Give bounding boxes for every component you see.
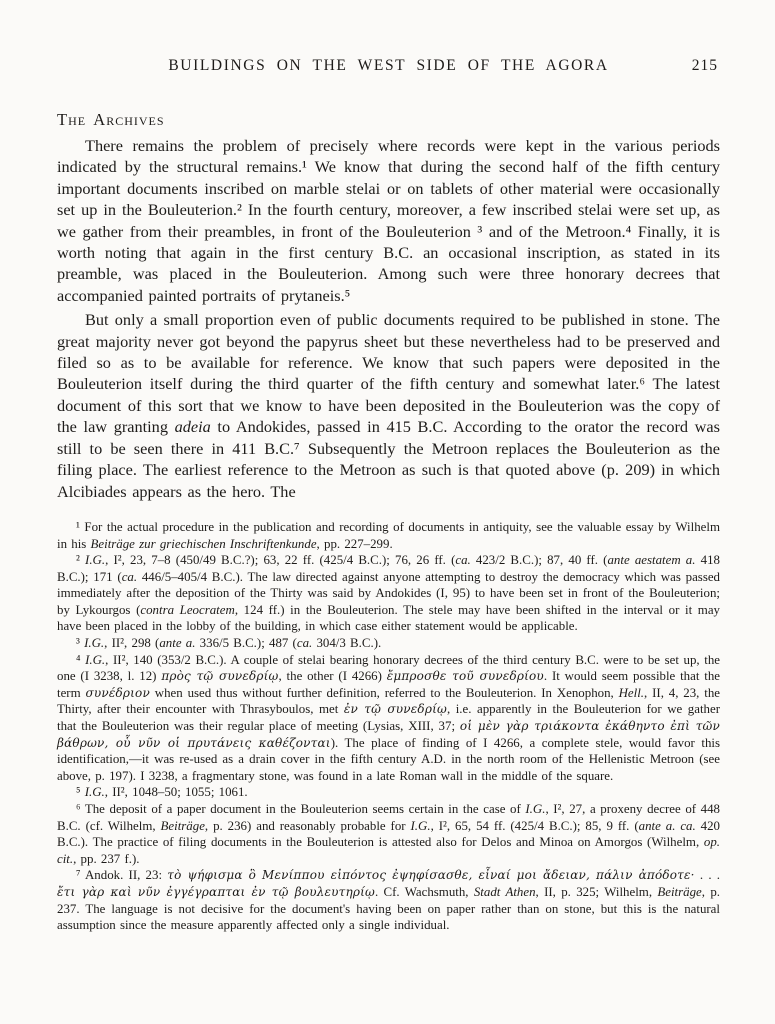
- body-text: [57, 135, 720, 502]
- footnote-3: ³ I.G., II², 298 (ante a. 336/5 B.C.); 487 (ca. 304/3 B.C.).: [76, 636, 382, 651]
- page-number: 215: [691, 57, 718, 74]
- paragraph: There remains the problem of precisely where records were kept in the various periods indicated by the structural remains.¹ We know that during the second half of the fifth century important documents inscribed on marble stelai or on tablets of other material were occasionally set up in the Bouleuterion.² In the fourth century, moreover, a few inscribed stelai were set up, as we gather from their preambles, in front of the Bouleuterion ³ and of the Metroon.⁴ Finally, it is worth noting that again in the first century B.C. an occasional inscription, as stated in its preamble, was placed in the Bouleuterion. Among such were three honorary decrees that accompanied painted portraits of prytaneis.⁵: [57, 136, 720, 305]
- footnote-4: ⁴ I.G., II², 140 (353/2 B.C.). A couple of stelai bearing honorary decrees of the third century B.C. were to be set up, the one (I 3238, l. 12) πρὸς τῷ συνεδρίῳ, the other (I 4266) ἔμπροσθε τοῦ συνεδρίου. It would seem possible that the term συνέδριον when used thus without further definition, referred to the Bouleuterion. In Xenophon, Hell., II, 4, 23, the Thirty, after their encounter with Thrasyboulos, met ἐν τῷ συνεδρίῳ, i.e. apparently in the Bouleuterion for we gather that the Bouleuterion was their regular place of meeting (Lysias, XIII, 37; οἱ μὲν γὰρ τριάκοντα ἐκάθηντο ἐπὶ τῶν βάθρων, οὗ νῦν οἱ πρυτάνεις καθέζονται). The place of finding of I 4266, a complete stele, would favor this identification,—it was re-used as a drain cover in the fifth century A.D. in the north room of the Hellenistic Metroon (see above, p. 197). I 3238, a fragmentary stone, was found in a late Roman wall in the middle of the square.: [57, 652, 720, 783]
- footnote-6: ⁶ The deposit of a paper document in the Bouleuterion seems certain in the case of I.G., I², 27, a proxeny decree of 448 B.C. (cf. Wilhelm, Beiträge, p. 236) and reasonably probable for I.G., I², 65, 54 ff. (425/4 B.C.); 85, 9 ff. (ante a. ca. 420 B.C.). The practice of filing documents in the Bouleuterion is attested also for Delos and Minoa on Amorgos (Wilhelm, op. cit., pp. 237 f.).: [57, 802, 720, 866]
- footnote-2: ² I.G., I², 23, 7–8 (450/49 B.C.?); 63, 22 ff. (425/4 B.C.); 76, 26 ff. (ca. 423/2 B.C.); 87, 40 ff. (ante aestatem a. 418 B.C.); 171 (ca. 446/5–405/4 B.C.). The law directed against anyone attempting to destroy the democracy which was passed immediately after the deposition of the Thirty was said by Andokides (I, 95) to have been set in front of the Bouleuterion; by Lykourgos (contra Leocratem, 124 ff.) in the Bouleuterion. The stele may have been shifted in the interval or it may have been placed in the lobby of the building, in which case either statement would be applicable.: [57, 553, 720, 634]
- footnote-1: ¹ For the actual procedure in the publication and recording of documents in antiquity, see the valuable essay by Wilhelm in his Beiträge zur griechischen Inschriftenkunde, pp. 227–299.: [57, 519, 720, 551]
- running-title: BUILDINGS ON THE WEST SIDE OF THE AGORA: [168, 57, 609, 74]
- paragraph: But only a small proportion even of public documents required to be published in stone. The great majority never got beyond the papyrus sheet but these nevertheless had to be preserved and filed so as to be available for reference. We know that such papers were deposited in the Bouleuterion itself during the third quarter of the fifth century and somewhat later.⁶ The latest document of this sort that we know to have been deposited in the Bouleuterion was the copy of the law granting adeia to Andokides, passed in 415 B.C. According to the orator the record was still to be seen there in 411 B.C.⁷ Subsequently the Metroon replaces the Bouleuterion as the filing place. The earliest reference to the Metroon as such is that quoted above (p. 209) in which Alcibiades appears as the hero. The: [57, 310, 720, 501]
- running-header: [57, 57, 720, 77]
- footnote-5: ⁵ I.G., II², 1048–50; 1055; 1061.: [76, 785, 248, 800]
- footnotes: [57, 519, 720, 934]
- section-heading: The Archives: [57, 110, 165, 129]
- footnote-7: ⁷ Andok. II, 23: τὸ ψήφισμα ὃ Μενίππου εἰπόντος ἐψηφίσασθε, εἶναί μοι ἄδειαν, πάλιν ἀπόδοτε· . . . ἔτι γὰρ καὶ νῦν ἐγγέγραπται ἐν τῷ βουλευτηρίῳ. Cf. Wachsmuth, Stadt Athen, II, p. 325; Wilhelm, Beiträge, p. 237. The language is not decisive for the document's having been on paper rather than on stone, but this is the natural assumption since the measure apparently affected only a single individual.: [57, 868, 720, 933]
